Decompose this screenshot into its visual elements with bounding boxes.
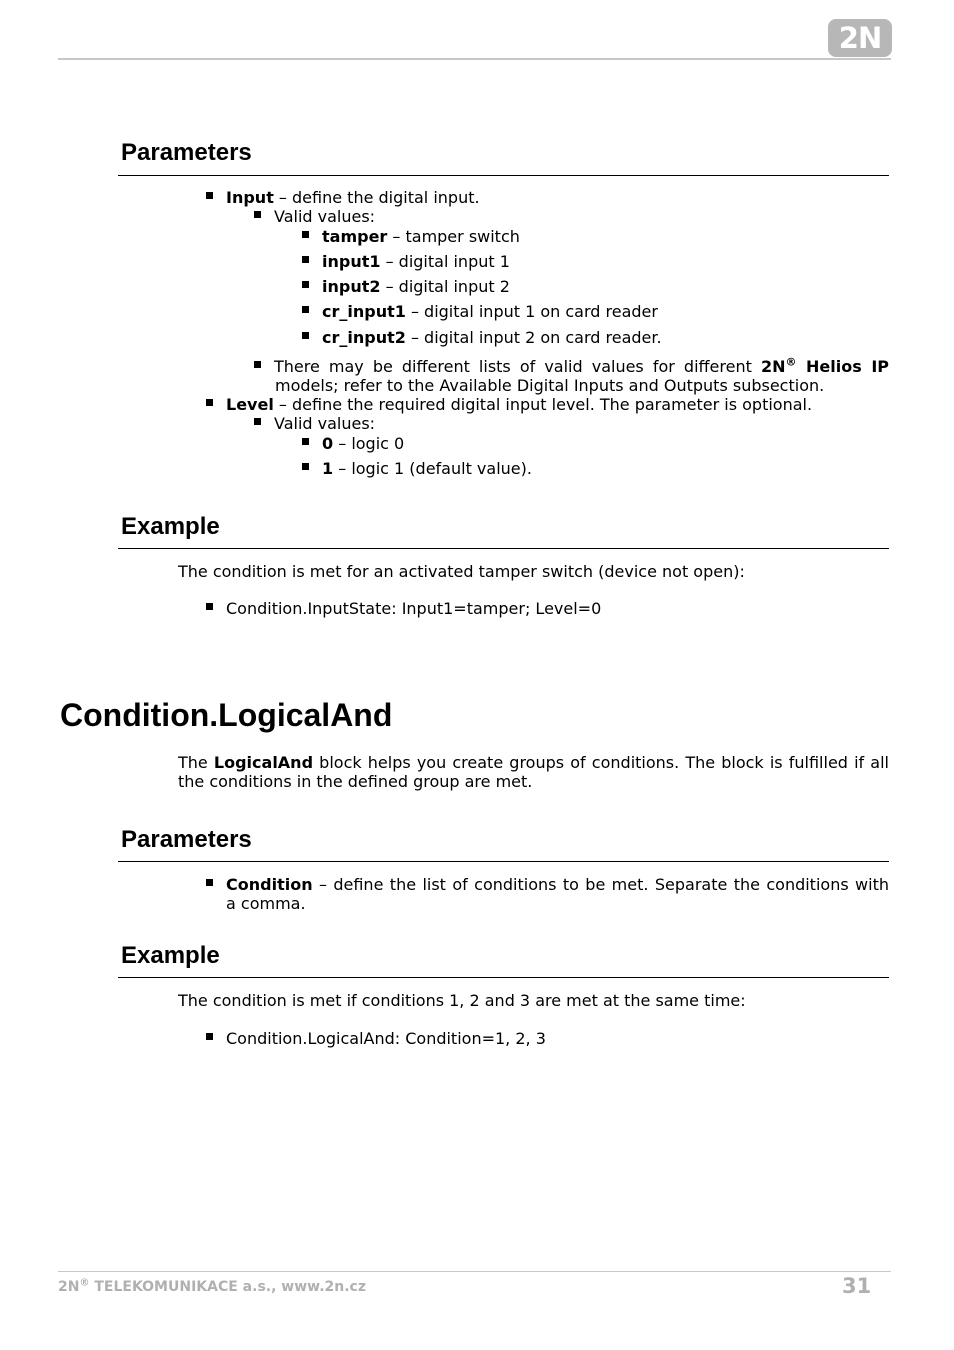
heading-rule	[118, 548, 889, 549]
parameters-heading: Parameters	[121, 826, 252, 853]
heading-rule	[118, 175, 889, 176]
intro-text: The	[178, 753, 214, 772]
value-desc: – digital input 1	[380, 252, 510, 271]
value-desc: – logic 1 (default value).	[333, 459, 532, 478]
term-input: Input	[226, 188, 274, 207]
example-item	[226, 599, 601, 618]
footer-registered-mark: ®	[79, 1277, 90, 1289]
example-heading: Example	[121, 513, 220, 540]
heading-rule	[118, 861, 889, 862]
example-code: Condition.InputState: Input1=tamper; Level=0	[226, 599, 602, 618]
intro-line2: the conditions in the defined group are met.	[178, 772, 533, 791]
list-item-note	[274, 357, 889, 376]
list-item-value	[322, 328, 662, 347]
value-desc: – tamper switch	[387, 227, 520, 246]
registered-mark: ®	[785, 355, 797, 369]
value-term: 1	[322, 459, 334, 478]
intro-line1	[178, 753, 889, 772]
company-logo: 2N	[828, 19, 892, 57]
example-item	[226, 1029, 546, 1048]
list-item-value	[322, 277, 510, 296]
intro-term: LogicalAnd	[213, 753, 314, 772]
parameters-heading: Parameters	[121, 139, 252, 166]
footer-brand: 2N	[58, 1279, 80, 1295]
header-divider	[58, 58, 891, 60]
list-item-value	[322, 252, 510, 271]
value-desc: – digital input 2	[380, 277, 510, 296]
section-title: Condition.LogicalAnd	[60, 697, 393, 733]
list-item-condition	[226, 875, 889, 894]
value-desc: – logic 0	[333, 434, 405, 453]
footer-company-rest: TELEKOMUNIKACE a.s., www.2n.cz	[89, 1279, 366, 1295]
footer-divider	[58, 1271, 891, 1272]
page-number: 31	[842, 1274, 872, 1298]
value-term: cr_input2	[322, 328, 406, 347]
intro-text: block helps you create groups of conditions. The block is fulfilled if all	[313, 753, 889, 772]
list-item-value	[322, 302, 658, 321]
value-term: cr_input1	[322, 302, 406, 321]
list-item-valid-values	[274, 207, 375, 226]
value-term: 0	[322, 434, 334, 453]
valid-values-label: Valid values:	[274, 207, 376, 226]
product-name: Helios IP	[796, 357, 890, 376]
term-condition: Condition	[226, 875, 313, 894]
value-term: input2	[322, 277, 381, 296]
example-code: Condition.LogicalAnd: Condition=1, 2, 3	[226, 1029, 546, 1048]
term-desc: – define the required digital input level. The parameter is optional.	[273, 395, 813, 414]
list-item-valid-values	[274, 414, 375, 433]
heading-rule	[118, 977, 889, 978]
condition-desc-line2: a comma.	[226, 894, 306, 913]
list-item-value	[322, 434, 404, 453]
note-text: There may be different lists of valid values for different	[274, 357, 761, 376]
value-desc: – digital input 2 on card reader.	[405, 328, 662, 347]
footer-company	[58, 1279, 366, 1295]
value-desc: – digital input 1 on card reader	[405, 302, 658, 321]
valid-values-label: Valid values:	[274, 414, 376, 433]
list-item-level	[226, 395, 812, 414]
list-item-value	[322, 227, 520, 246]
list-item-value	[322, 459, 532, 478]
term-level: Level	[226, 395, 274, 414]
example-text: The condition is met for an activated tamper switch (device not open):	[178, 562, 745, 581]
example-text: The condition is met if conditions 1, 2 and 3 are met at the same time:	[178, 991, 746, 1010]
term-desc: – define the digital input.	[273, 188, 480, 207]
brand-name: 2N	[760, 357, 786, 376]
value-term: input1	[322, 252, 381, 271]
note-line2: models; refer to the Available Digital Inputs and Outputs subsection.	[275, 376, 825, 395]
term-desc: – define the list of conditions to be met. Separate the conditions with	[312, 875, 889, 894]
example-heading: Example	[121, 942, 220, 969]
value-term: tamper	[322, 227, 388, 246]
list-item-input	[226, 188, 480, 207]
